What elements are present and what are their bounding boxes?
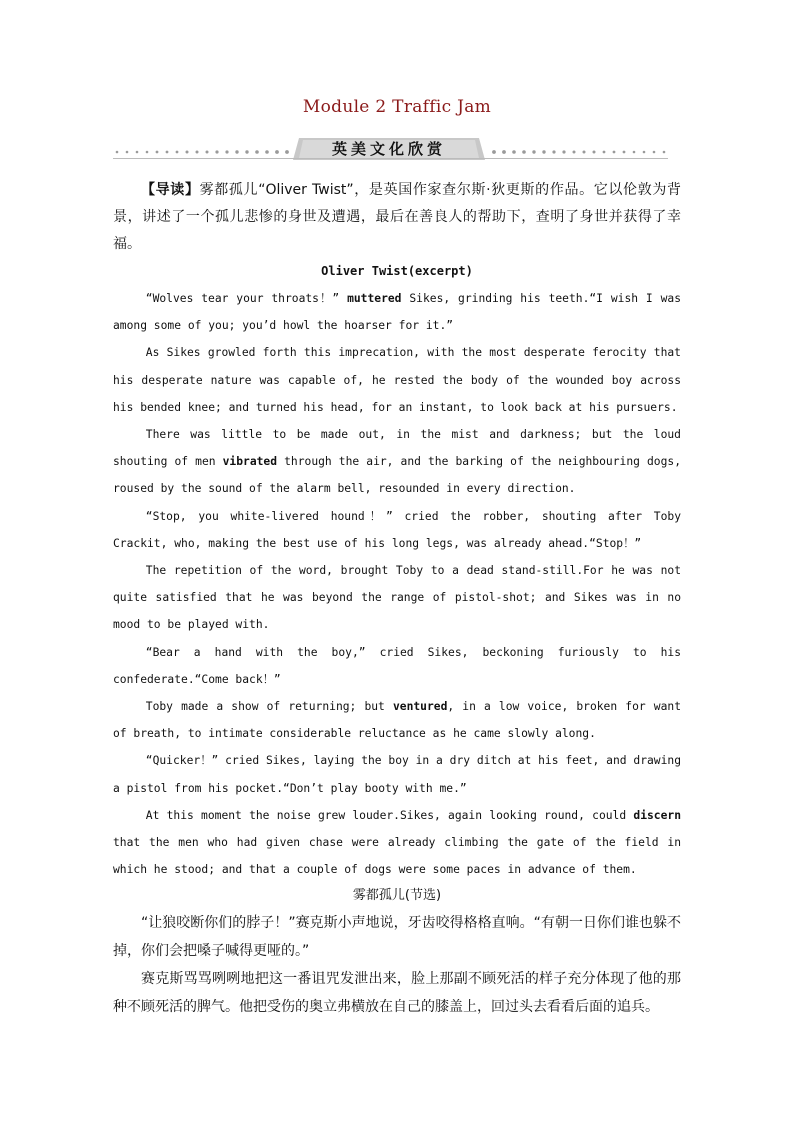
module-title: Module 2 Traffic Jam: [302, 97, 492, 117]
banner-tab: [293, 138, 485, 160]
paragraph-text: “Quicker！” cried Sikes, laying the boy in a dry ditch at his feet, and drawing a pistol from his pocket.“Don’t play booty with me.”: [113, 754, 681, 795]
english-excerpt-title: Oliver Twist(excerpt): [321, 264, 473, 278]
english-paragraph: [113, 421, 681, 503]
vocabulary-word: discern: [633, 808, 681, 822]
paragraph-text: through the air, and the barking of the neighbouring dogs, roused by the sound of the alarm bell, resounded in every direction.: [113, 455, 681, 496]
paragraph-text: As Sikes growled forth this imprecation, with the most desperate ferocity that his desperate nature was capable of, he rested the body of the wounded boy across his bended knee; and turned his head, for an instant, to look back at his pursuers.: [113, 346, 681, 414]
paragraph-text: , in a low voice, broken for want of breath, to intimate considerable reluctance as he came slowly along.: [113, 700, 681, 741]
section-banner: [113, 138, 668, 162]
english-paragraph: [113, 639, 681, 693]
paragraph-text: “Bear a hand with the boy,” cried Sikes, beckoning furiously to his confederate.“Come back！”: [113, 645, 681, 686]
paragraph-text: The repetition of the word, brought Toby to a dead stand-still.For he was not quite satisfied that he was beyond the range of pistol-shot; and Sikes was in no mood to be played with.: [113, 564, 681, 632]
english-paragraph: [113, 747, 681, 801]
vocabulary-word: ventured: [392, 700, 448, 714]
paragraph-text: that the men who had given chase were already climbing the gate of the field in which he stood; and that a couple of dogs were some paces in advance of them.: [113, 836, 681, 877]
english-paragraph: [113, 503, 681, 557]
dotted-rule-right: [486, 150, 668, 154]
banner-underline: [113, 158, 668, 159]
paragraph-text: There was little to be made out, in the mist and darkness; but the loud shouting of men: [113, 428, 681, 469]
english-excerpt: [113, 285, 681, 883]
section-banner-label: 英美文化欣赏: [331, 140, 446, 158]
english-paragraph: [113, 339, 681, 421]
chinese-excerpt-title: 雾都孤儿(节选): [352, 888, 442, 904]
article-body: [113, 177, 681, 1021]
english-paragraph: [113, 285, 681, 339]
vocabulary-word: vibrated: [222, 455, 278, 469]
intro-text: 雾都孤儿“Oliver Twist”，是英国作家查尔斯·狄更斯的作品。它以伦敦为背景，讲述了一个孤儿悲惨的身世及遭遇，最后在善良人的帮助下，查明了身世并获得了幸福。: [113, 182, 682, 252]
paragraph-text: Sikes, grinding his teeth.“I wish I was among some of you; you’d howl the hoarser for it.”: [113, 292, 681, 333]
dotted-rule-left: [113, 150, 295, 154]
english-paragraph: [113, 802, 681, 884]
english-paragraph: [113, 557, 681, 639]
paragraph-text: At this moment the noise grew louder.Sikes, again looking round, could: [145, 808, 634, 822]
chinese-paragraph: “让狼咬断你们的脖子！”赛克斯小声地说，牙齿咬得格格直响。“有朝一日你们谁也躲不掉，你们会把嗓子喊得更哑的。”: [113, 915, 681, 960]
intro-tag: 【导读】: [141, 182, 200, 198]
chinese-paragraph: 赛克斯骂骂咧咧地把这一番诅咒发泄出来，脸上那副不顾死活的样子充分体现了他的那种不顾死活的脾气。他把受伤的奥立弗横放在自己的膝盖上，回过头去看看后面的追兵。: [113, 971, 681, 1016]
chinese-excerpt: [113, 909, 681, 1021]
paragraph-text: “Stop, you white-livered hound！” cried the robber, shouting after Toby Crackit, who, making the best use of his long legs, was already ahead.“Stop！”: [113, 509, 681, 550]
english-paragraph: [113, 693, 681, 747]
paragraph-text: “Wolves tear your throats！”: [145, 292, 348, 305]
paragraph-text: Toby made a show of returning; but: [145, 700, 393, 714]
intro-paragraph: [113, 177, 681, 258]
vocabulary-word: muttered: [347, 292, 402, 305]
